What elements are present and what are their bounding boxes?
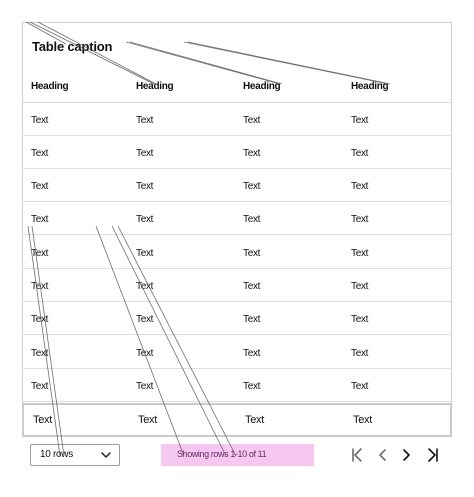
last-page-icon xyxy=(426,447,440,463)
table-cell: Text xyxy=(351,281,369,292)
rows-per-page-value: 10 rows xyxy=(40,449,73,460)
table-cell: Text xyxy=(136,148,154,159)
rows-per-page-select[interactable] xyxy=(30,444,120,466)
table-cell: Text xyxy=(245,414,264,426)
table-caption: Table caption xyxy=(32,39,113,54)
previous-page-button[interactable] xyxy=(376,447,388,463)
table-row[interactable] xyxy=(22,336,452,369)
last-page-button[interactable] xyxy=(426,447,440,463)
table-row[interactable] xyxy=(22,302,452,335)
table-cell: Text xyxy=(31,281,49,292)
table-cell: Text xyxy=(31,314,49,325)
table-cell: Text xyxy=(136,281,154,292)
table-row[interactable] xyxy=(22,269,452,302)
table-cell: Text xyxy=(138,414,157,426)
table-cell: Text xyxy=(136,381,154,392)
previous-page-icon xyxy=(376,447,388,463)
pagination-range-text: Showing rows 1-10 of 11 xyxy=(177,449,267,459)
table-cell: Text xyxy=(353,414,372,426)
table-cell: Text xyxy=(31,115,49,126)
column-heading[interactable]: Heading xyxy=(351,81,389,92)
first-page-button[interactable] xyxy=(350,447,364,463)
table-cell: Text xyxy=(136,248,154,259)
table-cell: Text xyxy=(243,248,261,259)
table-cell: Text xyxy=(31,248,49,259)
table-cell: Text xyxy=(351,314,369,325)
table-cell: Text xyxy=(351,381,369,392)
table-cell: Text xyxy=(136,314,154,325)
column-heading[interactable]: Heading xyxy=(136,81,174,92)
table-row[interactable] xyxy=(22,169,452,202)
table-cell: Text xyxy=(136,115,154,126)
column-heading[interactable]: Heading xyxy=(31,81,69,92)
table-cell: Text xyxy=(243,181,261,192)
table-cell: Text xyxy=(31,214,49,225)
chevron-down-icon xyxy=(101,450,111,460)
table-row[interactable] xyxy=(22,236,452,269)
table-cell: Text xyxy=(351,248,369,259)
table-cell: Text xyxy=(136,181,154,192)
chevron-down-icon-path xyxy=(102,453,110,457)
table-cell: Text xyxy=(243,148,261,159)
table-row-selected[interactable] xyxy=(22,403,452,437)
table-cell: Text xyxy=(351,181,369,192)
table-cell: Text xyxy=(136,348,154,359)
table-cell: Text xyxy=(31,181,49,192)
table-cell: Text xyxy=(351,115,369,126)
pagination-range xyxy=(161,444,314,466)
table-cell: Text xyxy=(243,115,261,126)
next-page-button[interactable] xyxy=(401,447,413,463)
table-row[interactable] xyxy=(22,136,452,169)
table-cell: Text xyxy=(243,381,261,392)
table-cell: Text xyxy=(351,214,369,225)
first-page-icon xyxy=(350,447,364,463)
table-row[interactable] xyxy=(22,202,452,235)
table-cell: Text xyxy=(243,281,261,292)
table-cell: Text xyxy=(243,314,261,325)
data-table xyxy=(22,22,452,436)
table-cell: Text xyxy=(136,214,154,225)
table-cell: Text xyxy=(243,214,261,225)
table-cell: Text xyxy=(31,381,49,392)
table-cell: Text xyxy=(33,414,52,426)
table-cell: Text xyxy=(31,148,49,159)
table-cell: Text xyxy=(243,348,261,359)
column-heading[interactable]: Heading xyxy=(243,81,281,92)
table-cell: Text xyxy=(351,148,369,159)
table-cell: Text xyxy=(31,348,49,359)
table-header-row xyxy=(22,81,452,103)
table-cell: Text xyxy=(351,348,369,359)
table-row[interactable] xyxy=(22,369,452,402)
next-page-icon xyxy=(401,447,413,463)
table-row[interactable] xyxy=(22,103,452,136)
